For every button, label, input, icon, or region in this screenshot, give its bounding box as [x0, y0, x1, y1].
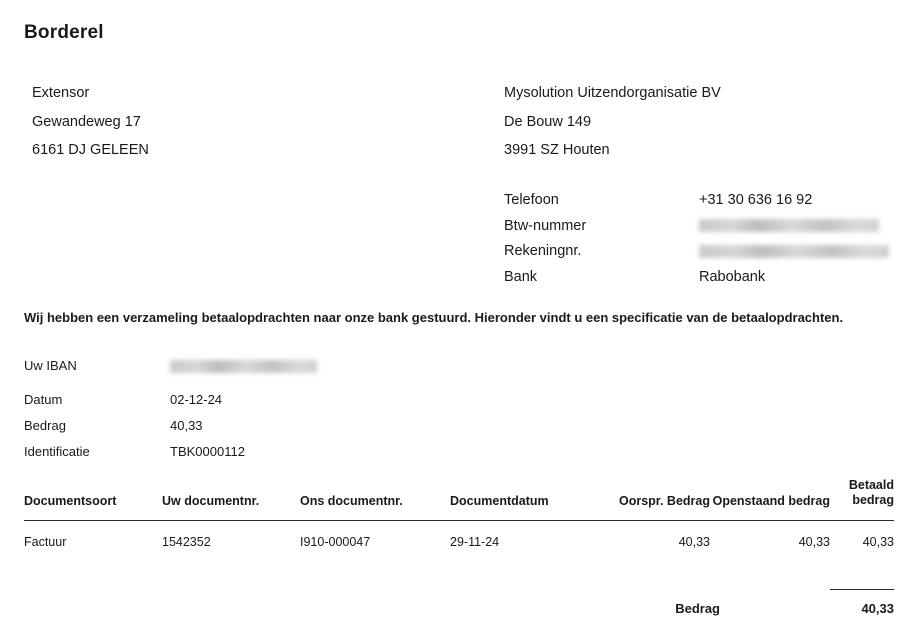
- cell-betaald-bedrag: 40,33: [862, 535, 894, 549]
- cell-ons-documentnr: I910-000047: [300, 535, 371, 549]
- contact-label: Telefoon: [504, 192, 559, 208]
- column-header-oorspr-bedrag: Oorspr. Bedrag: [600, 478, 710, 521]
- contact-value: +31 30 636 16 92: [699, 192, 813, 208]
- specification-table: [24, 478, 894, 563]
- table-header-row: [24, 478, 894, 521]
- recipient-address: [32, 79, 149, 165]
- contact-row-rekeningnr: [504, 239, 889, 265]
- column-header-betaald-bedrag: [830, 478, 894, 521]
- column-header-ons-documentnr: Ons documentnr.: [300, 478, 450, 521]
- detail-label: Identificatie: [24, 443, 90, 459]
- cell-openstaand-bedrag: 40,33: [798, 535, 830, 549]
- detail-row-iban: [24, 352, 317, 378]
- recipient-line: Gewandeweg 17: [32, 113, 141, 130]
- detail-label: Uw IBAN: [24, 357, 77, 373]
- detail-value-redacted: [170, 357, 317, 372]
- totals-divider: [830, 589, 894, 590]
- column-header-betaald-line1: Betaald: [848, 478, 894, 492]
- contact-row-bank: [504, 265, 889, 291]
- totals-label: Bedrag: [675, 601, 720, 616]
- cell-documentdatum: 29-11-24: [450, 535, 500, 549]
- totals-value: 40,33: [861, 601, 894, 616]
- contact-label: Bank: [504, 268, 538, 285]
- recipient-line: 6161 DJ GELEEN: [32, 142, 149, 158]
- detail-value: 40,33: [170, 417, 203, 433]
- detail-row-datum: [24, 386, 317, 412]
- sender-line: De Bouw 149: [504, 113, 592, 130]
- contact-value-redacted: [699, 214, 879, 240]
- sender-line: Mysolution Uitzendorganisatie BV: [504, 85, 721, 101]
- column-header-openstaand-bedrag: Openstaand bedrag: [710, 478, 830, 521]
- column-header-betaald-line2: bedrag: [852, 493, 894, 507]
- column-header-uw-documentnr: Uw documentnr.: [162, 478, 300, 521]
- contact-label: Rekeningnr.: [504, 243, 582, 259]
- cell-uw-documentnr: 1542352: [162, 535, 211, 549]
- table-row: [24, 521, 894, 564]
- redacted-block: [699, 245, 889, 258]
- detail-value: 02-12-24: [170, 391, 223, 407]
- detail-label: Datum: [24, 391, 63, 407]
- contact-value-redacted: [699, 239, 889, 265]
- detail-row-bedrag: [24, 412, 317, 438]
- sender-line: 3991 SZ Houten: [504, 142, 610, 158]
- contact-value: Rabobank: [699, 268, 766, 285]
- cell-oorspr-bedrag: 40,33: [678, 535, 710, 549]
- redacted-block: [699, 219, 879, 232]
- page-title: Borderel: [24, 22, 104, 43]
- cell-documentsoort: Factuur: [24, 535, 67, 549]
- contact-row-telefoon: [504, 188, 889, 214]
- detail-row-identificatie: [24, 438, 317, 464]
- redacted-block: [170, 360, 317, 373]
- column-header-documentsoort: Documentsoort: [24, 478, 162, 521]
- intro-text: Wij hebben een verzameling betaalopdrachten naar onze bank gestuurd. Hieronder vindt u een specificatie van de betaalopdrachten.: [24, 310, 844, 325]
- contact-label: Btw-nummer: [504, 217, 587, 234]
- recipient-line: Extensor: [32, 85, 90, 101]
- sender-address: [504, 79, 721, 165]
- column-header-documentdatum: Documentdatum: [450, 478, 600, 521]
- detail-value: TBK0000112: [170, 443, 245, 459]
- detail-label: Bedrag: [24, 417, 66, 433]
- contact-row-btw-nummer: [504, 214, 889, 240]
- sender-contact-details: [504, 188, 889, 290]
- payment-details: [24, 352, 317, 464]
- totals-row: [600, 601, 894, 616]
